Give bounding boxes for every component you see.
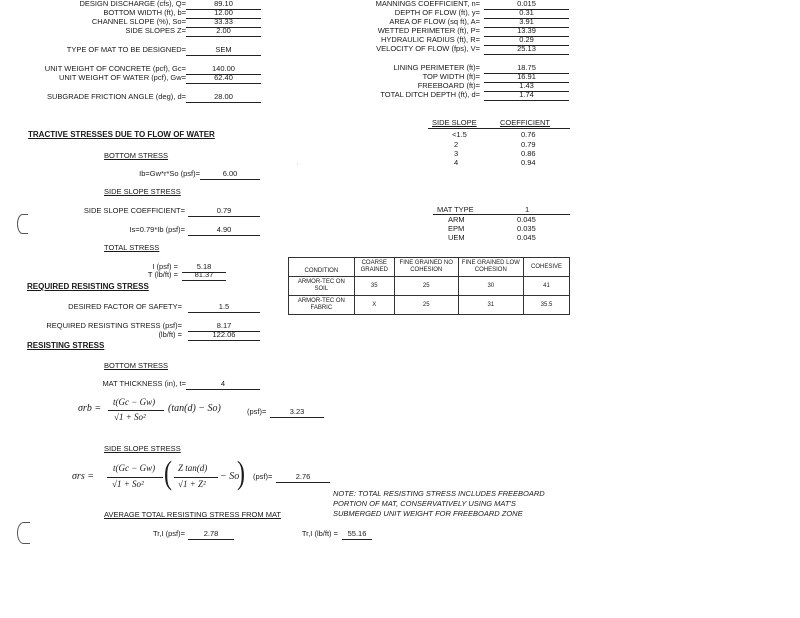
top-width-label: TOP WIDTH (ft)= — [422, 72, 480, 81]
depth-value: 0.31 — [484, 9, 569, 19]
bottom-stress-value: 6.00 — [200, 170, 260, 180]
required-heading: REQUIRED RESISTING STRESS — [27, 282, 149, 291]
bottom-resisting-value: 3.23 — [270, 408, 324, 418]
resisting-bottom-heading: BOTTOM STRESS — [104, 361, 169, 370]
mannings-value: 0.015 — [484, 0, 569, 10]
side-slope-row: 3 — [454, 149, 459, 158]
side-resisting-value: 2.76 — [276, 473, 330, 483]
hydraulic-radius-label: HYDRAULIC RADIUS (ft), R= — [381, 35, 480, 44]
average-resisting-heading: AVERAGE TOTAL RESISTING STRESS FROM MAT — [104, 510, 281, 519]
total-lbft-label: T (lb/ft) = — [147, 270, 178, 279]
required-lbft-value: 122.06 — [188, 331, 260, 341]
channel-slope-label: CHANNEL SLOPE (%), So= — [91, 17, 186, 26]
concrete-weight-value: 140.00 — [186, 65, 261, 75]
coefficient-row: 0.76 — [521, 130, 536, 139]
total-lbft-value: 81.37 — [182, 271, 226, 281]
scan-mark — [17, 214, 28, 234]
channel-slope-value: 33.33 — [186, 18, 261, 28]
scan-speck: · — [297, 161, 299, 166]
side-formula-close-paren: ) — [237, 456, 245, 492]
side-slope-coefficient-label: SIDE SLOPE COEFFICIENT= — [83, 206, 185, 215]
mat-type-row-value: 0.045 — [517, 233, 536, 242]
freeboard-note: NOTE: TOTAL RESISTING STRESS INCLUDES FREEBOARD PORTION OF MAT, CONSERVATIVELY USING MAT'S SUBMERGED UNIT WEIGHT FOR FREEBOARD ZONE — [333, 489, 545, 518]
coefficient-row: 0.86 — [521, 149, 536, 158]
condition-table-header — [289, 258, 570, 277]
value-cell: 31 — [458, 296, 523, 315]
friction-angle-label: SUBGRADE FRICTION ANGLE (deg), d= — [47, 92, 186, 101]
bottom-formula-numerator: t(Gc − Gw) — [113, 397, 156, 407]
depth-label: DEPTH OF FLOW (ft), y= — [394, 8, 480, 17]
side-stress-label: Is=0.79*Ib (psf)= — [129, 225, 185, 234]
side-formula-inner-bar — [174, 477, 218, 478]
value-cell: 35 — [354, 277, 394, 296]
tr-psf-label: Tr,I (psf)= — [152, 529, 185, 538]
wetted-perimeter-label: WETTED PERIMETER (ft), P= — [377, 26, 480, 35]
mat-type-header: MAT TYPE — [437, 205, 474, 214]
side-slope-row: 4 — [454, 158, 459, 167]
side-formula-inner-tail: − So — [220, 471, 240, 482]
side-formula-fraction-bar — [107, 477, 163, 478]
side-slopes-label: SIDE SLOPES Z= — [125, 26, 186, 35]
tr-lbft-value: 55.16 — [342, 530, 372, 540]
bottom-formula-unit: (psf)= — [247, 407, 267, 416]
mannings-label: MANNINGS COEFFICIENT, n= — [375, 0, 480, 8]
header-cell: COARSE GRAINED — [354, 258, 394, 277]
tr-lbft-label: Tr,I (lb/ft) = — [301, 529, 338, 538]
freeboard-value: 1.43 — [484, 82, 569, 92]
top-width-value: 16.91 — [484, 73, 569, 83]
value-cell: 30 — [458, 277, 523, 296]
tr-psf-value: 2.78 — [188, 530, 234, 540]
ditch-depth-label: TOTAL DITCH DEPTH (ft), d= — [380, 90, 480, 99]
bottom-width-value: 12.00 — [186, 9, 261, 19]
discharge-label: DESIGN DISCHARGE (cfs), Q= — [79, 0, 186, 8]
mat-type-value: SEM — [186, 46, 261, 56]
mat-thickness-value: 4 — [186, 380, 260, 390]
value-cell: 41 — [524, 277, 570, 296]
required-lbft-label: (lb/ft) = — [158, 330, 182, 339]
side-formula-numerator: t(Gc − Gw) — [113, 463, 156, 473]
mat-type-row: UEM — [448, 233, 465, 242]
value-cell: 35.5 — [524, 296, 570, 315]
resisting-heading: RESISTING STRESS — [27, 341, 105, 350]
mat-type-row: EPM — [448, 224, 465, 233]
ditch-depth-value: 1.74 — [484, 91, 569, 101]
water-weight-label: UNIT WEIGHT OF WATER (pcf), Gw= — [58, 73, 186, 82]
side-formula-inner-numerator: Z tan(d) — [178, 463, 208, 473]
side-slope-coefficient-value: 0.79 — [188, 207, 260, 217]
mat-type-row-value: 0.045 — [517, 215, 536, 224]
total-stress-heading: TOTAL STRESS — [104, 243, 160, 252]
value-cell: 25 — [394, 296, 458, 315]
tractive-heading: TRACTIVE STRESSES DUE TO FLOW OF WATER — [28, 130, 215, 139]
total-psf-label: I (psf) = — [152, 262, 178, 271]
header-cell: CONDITION — [289, 258, 355, 277]
hydraulic-radius-value: 0.29 — [484, 36, 569, 46]
bottom-formula-tail: (tan(d) − So) — [168, 403, 221, 414]
side-slope-table-rule — [428, 128, 570, 129]
mat-type-row: ARM — [448, 215, 465, 224]
mat-type-header-value: 1 — [525, 205, 530, 214]
side-formula-unit: (psf)= — [253, 472, 273, 481]
bottom-stress-label: Ib=Gw*r*So (psf)= — [139, 169, 200, 178]
bottom-stress-heading: BOTTOM STRESS — [104, 151, 169, 160]
lining-perimeter-label: LINING PERIMETER (ft)= — [393, 63, 480, 72]
condition-cell: ARMOR-TEC ON FABRIC — [289, 296, 355, 315]
safety-factor-value: 1.5 — [188, 303, 260, 313]
area-label: AREA OF FLOW (sq ft), A= — [389, 17, 480, 26]
value-cell: 25 — [394, 277, 458, 296]
required-stress-value: 8.17 — [188, 322, 260, 332]
velocity-label: VELOCITY OF FLOW (fps), V= — [376, 44, 480, 53]
header-cell: FINE GRAINED LOW COHESION — [458, 258, 523, 277]
lining-perimeter-value: 18.75 — [484, 64, 569, 74]
wetted-perimeter-value: 13.39 — [484, 27, 569, 37]
side-formula-inner-denominator: √1 + Z² — [178, 479, 206, 489]
table-row — [289, 277, 570, 296]
side-stress-value: 4.90 — [188, 226, 260, 236]
coefficient-row: 0.79 — [521, 140, 536, 149]
bottom-formula-denominator: √1 + So² — [114, 412, 146, 422]
coefficient-col-header: COEFFICIENT — [500, 118, 550, 127]
scan-mark — [17, 522, 30, 544]
discharge-value: 89.10 — [186, 0, 261, 10]
velocity-value: 25.13 — [484, 45, 569, 55]
table-row — [289, 296, 570, 315]
side-slope-col-header: SIDE SLOPE — [432, 118, 477, 127]
total-psf-value: 5.18 — [182, 263, 226, 273]
side-formula-denominator: √1 + So² — [112, 479, 144, 489]
value-cell: X — [354, 296, 394, 315]
required-stress-label: REQUIRED RESISTING STRESS (psf)= — [46, 321, 182, 330]
header-cell: COHESIVE — [524, 258, 570, 277]
side-slopes-value: 2.00 — [186, 27, 261, 37]
bottom-formula-fraction-bar — [108, 410, 164, 411]
safety-factor-label: DESIRED FACTOR OF SAFETY= — [68, 302, 182, 311]
friction-angle-value: 28.00 — [186, 93, 261, 103]
side-formula-lhs: σrs = — [72, 471, 94, 482]
mat-type-row-value: 0.035 — [517, 224, 536, 233]
condition-cell: ARMOR-TEC ON SOIL — [289, 277, 355, 296]
coefficient-row: 0.94 — [521, 158, 536, 167]
side-slope-row: 2 — [454, 140, 459, 149]
concrete-weight-label: UNIT WEIGHT OF CONCRETE (pcf), Gc= — [44, 64, 186, 73]
side-slope-row: <1.5 — [452, 130, 467, 139]
bottom-width-label: BOTTOM WIDTH (ft), b= — [103, 8, 186, 17]
bottom-formula-lhs: σrb = — [78, 403, 102, 414]
side-formula-open-paren: ( — [164, 456, 172, 492]
water-weight-value: 62.40 — [186, 74, 261, 84]
freeboard-label: FREEBOARD (ft)= — [417, 81, 480, 90]
mat-type-label: TYPE OF MAT TO BE DESIGNED= — [66, 45, 186, 54]
resisting-side-heading: SIDE SLOPE STRESS — [104, 444, 181, 453]
mat-thickness-label: MAT THICKNESS (in), t= — [102, 379, 186, 388]
side-slope-stress-heading: SIDE SLOPE STRESS — [104, 187, 181, 196]
header-cell: FINE GRAINED NO COHESION — [394, 258, 458, 277]
condition-table — [288, 257, 570, 315]
area-value: 3.91 — [484, 18, 569, 28]
